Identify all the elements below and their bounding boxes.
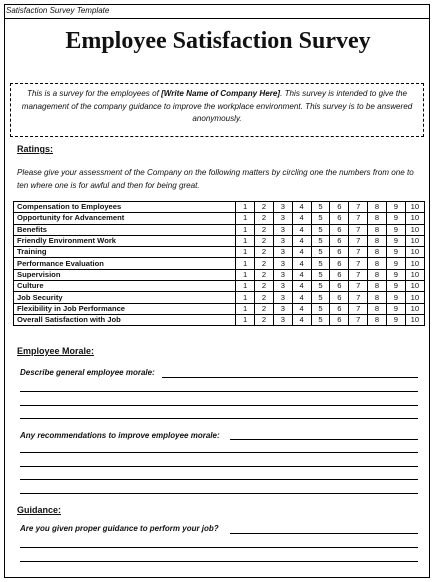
rating-item-label: Overall Satisfaction with Job — [14, 314, 236, 325]
rating-item-label: Training — [14, 247, 236, 258]
rating-option[interactable]: 5 — [311, 314, 330, 325]
page-title: Employee Satisfaction Survey — [65, 28, 371, 54]
rating-option[interactable]: 9 — [386, 292, 405, 303]
answer-line[interactable] — [20, 493, 418, 494]
answer-line[interactable] — [20, 466, 418, 467]
rating-option[interactable]: 3 — [273, 202, 292, 213]
rating-option[interactable]: 3 — [273, 224, 292, 235]
rating-option[interactable]: 6 — [330, 303, 349, 314]
rating-option[interactable]: 9 — [386, 202, 405, 213]
rating-option[interactable]: 4 — [292, 224, 311, 235]
rating-item-label: Performance Evaluation — [14, 258, 236, 269]
rating-option[interactable]: 8 — [368, 258, 387, 269]
rating-option[interactable]: 5 — [311, 303, 330, 314]
rating-row — [14, 235, 425, 246]
rating-row — [14, 224, 425, 235]
rating-option[interactable]: 7 — [349, 292, 368, 303]
rating-option[interactable]: 1 — [236, 213, 255, 224]
rating-row — [14, 269, 425, 280]
rating-option[interactable]: 9 — [386, 269, 405, 280]
rating-option[interactable]: 2 — [255, 258, 274, 269]
rating-option[interactable]: 7 — [349, 281, 368, 292]
rating-option[interactable]: 6 — [330, 269, 349, 280]
rating-option[interactable]: 4 — [292, 202, 311, 213]
rating-option[interactable]: 3 — [273, 213, 292, 224]
rating-option[interactable]: 1 — [236, 303, 255, 314]
rating-option[interactable]: 1 — [236, 202, 255, 213]
rating-option[interactable]: 2 — [255, 292, 274, 303]
rating-option[interactable]: 9 — [386, 258, 405, 269]
rating-option[interactable]: 3 — [273, 247, 292, 258]
rating-option[interactable]: 4 — [292, 314, 311, 325]
rating-option[interactable]: 7 — [349, 247, 368, 258]
rating-option[interactable]: 7 — [349, 303, 368, 314]
rating-option[interactable]: 7 — [349, 224, 368, 235]
ratings-instructions: Please give your assessment of the Company on the following matters by circling one the numbers from one to ten where one is for awful and then for being great. — [17, 168, 414, 190]
rating-option[interactable]: 2 — [255, 213, 274, 224]
rating-option[interactable]: 8 — [368, 224, 387, 235]
rating-row — [14, 292, 425, 303]
rating-option[interactable]: 6 — [330, 202, 349, 213]
rating-option[interactable]: 6 — [330, 247, 349, 258]
rating-option[interactable]: 10 — [405, 213, 424, 224]
rating-option[interactable]: 5 — [311, 202, 330, 213]
rating-row — [14, 202, 425, 213]
rating-option[interactable]: 5 — [311, 247, 330, 258]
rating-option[interactable]: 8 — [368, 269, 387, 280]
rating-item-label: Flexibility in Job Performance — [14, 303, 236, 314]
rating-option[interactable]: 8 — [368, 292, 387, 303]
rating-option[interactable]: 10 — [405, 269, 424, 280]
rating-option[interactable]: 2 — [255, 224, 274, 235]
rating-option[interactable]: 1 — [236, 314, 255, 325]
rating-option[interactable]: 7 — [349, 314, 368, 325]
rating-option[interactable]: 4 — [292, 213, 311, 224]
rating-option[interactable]: 6 — [330, 213, 349, 224]
rating-option[interactable]: 2 — [255, 281, 274, 292]
intro-text-start: This is a survey for the employees of — [27, 89, 162, 98]
rating-option[interactable]: 10 — [405, 247, 424, 258]
guidance-heading: Guidance: — [17, 505, 62, 515]
rating-row — [14, 247, 425, 258]
rating-option[interactable]: 6 — [330, 314, 349, 325]
rating-option[interactable]: 5 — [311, 224, 330, 235]
rating-option[interactable]: 4 — [292, 281, 311, 292]
rating-option[interactable]: 5 — [311, 269, 330, 280]
rating-option[interactable]: 6 — [330, 235, 349, 246]
rating-option[interactable]: 1 — [236, 235, 255, 246]
rating-option[interactable]: 6 — [330, 292, 349, 303]
rating-option[interactable]: 6 — [330, 281, 349, 292]
intro-text-end: . This survey is intended to give the management of the company guidance to improve the workplace environment. This survey is to be answered anonymously. — [21, 89, 413, 123]
rating-option[interactable]: 3 — [273, 303, 292, 314]
rating-option[interactable]: 4 — [292, 269, 311, 280]
rating-option[interactable]: 2 — [255, 269, 274, 280]
rating-option[interactable]: 1 — [236, 281, 255, 292]
rating-option[interactable]: 4 — [292, 303, 311, 314]
rating-option[interactable]: 10 — [405, 303, 424, 314]
ratings-heading: Ratings: — [17, 144, 53, 154]
morale-question-1: Describe general employee morale: — [20, 368, 155, 377]
rating-option[interactable]: 2 — [255, 202, 274, 213]
rating-option[interactable]: 5 — [311, 281, 330, 292]
rating-option[interactable]: 10 — [405, 202, 424, 213]
rating-option[interactable]: 10 — [405, 224, 424, 235]
rating-option[interactable]: 7 — [349, 213, 368, 224]
answer-line[interactable] — [20, 479, 418, 480]
rating-option[interactable]: 7 — [349, 258, 368, 269]
rating-option[interactable]: 2 — [255, 314, 274, 325]
rating-option[interactable]: 1 — [236, 224, 255, 235]
rating-option[interactable]: 4 — [292, 247, 311, 258]
rating-option[interactable]: 9 — [386, 247, 405, 258]
rating-item-label: Supervision — [14, 269, 236, 280]
answer-line[interactable] — [230, 439, 418, 440]
rating-option[interactable]: 4 — [292, 292, 311, 303]
rating-option[interactable]: 8 — [368, 303, 387, 314]
rating-option[interactable]: 5 — [311, 213, 330, 224]
answer-line[interactable] — [162, 377, 418, 378]
rating-option[interactable]: 10 — [405, 314, 424, 325]
rating-item-label: Opportunity for Advancement — [14, 213, 236, 224]
answer-line[interactable] — [20, 391, 418, 392]
rating-option[interactable]: 4 — [292, 258, 311, 269]
answer-line[interactable] — [20, 405, 418, 406]
rating-option[interactable]: 10 — [405, 258, 424, 269]
ratings-table — [13, 201, 425, 326]
rating-option[interactable]: 8 — [368, 281, 387, 292]
rating-option[interactable]: 7 — [349, 202, 368, 213]
template-label: Satisfaction Survey Template — [6, 6, 110, 15]
rating-option[interactable]: 3 — [273, 258, 292, 269]
rating-option[interactable]: 8 — [368, 247, 387, 258]
rating-option[interactable]: 9 — [386, 281, 405, 292]
rating-option[interactable]: 1 — [236, 247, 255, 258]
rating-option[interactable]: 5 — [311, 235, 330, 246]
rating-option[interactable]: 1 — [236, 269, 255, 280]
company-name-placeholder: [Write Name of Company Here] — [161, 89, 281, 98]
header-divider — [4, 18, 430, 19]
rating-option[interactable]: 8 — [368, 314, 387, 325]
rating-item-label: Culture — [14, 281, 236, 292]
answer-line[interactable] — [20, 561, 418, 562]
rating-option[interactable]: 6 — [330, 258, 349, 269]
rating-row — [14, 314, 425, 325]
rating-item-label: Job Security — [14, 292, 236, 303]
rating-option[interactable]: 9 — [386, 213, 405, 224]
rating-option[interactable]: 9 — [386, 224, 405, 235]
rating-option[interactable]: 3 — [273, 269, 292, 280]
rating-option[interactable]: 10 — [405, 281, 424, 292]
rating-option[interactable]: 9 — [386, 314, 405, 325]
rating-option[interactable]: 8 — [368, 213, 387, 224]
intro-box — [10, 83, 424, 137]
rating-option[interactable]: 5 — [311, 292, 330, 303]
rating-option[interactable]: 5 — [311, 258, 330, 269]
rating-item-label: Friendly Environment Work — [14, 235, 236, 246]
rating-option[interactable]: 3 — [273, 314, 292, 325]
rating-row — [14, 213, 425, 224]
rating-option[interactable]: 10 — [405, 292, 424, 303]
rating-option[interactable]: 6 — [330, 224, 349, 235]
rating-option[interactable]: 2 — [255, 247, 274, 258]
rating-option[interactable]: 2 — [255, 235, 274, 246]
rating-option[interactable]: 10 — [405, 235, 424, 246]
rating-option[interactable]: 9 — [386, 303, 405, 314]
answer-line[interactable] — [20, 547, 418, 548]
rating-row — [14, 258, 425, 269]
rating-row — [14, 281, 425, 292]
rating-option[interactable]: 8 — [368, 235, 387, 246]
rating-option[interactable]: 3 — [273, 235, 292, 246]
answer-line[interactable] — [20, 452, 418, 453]
rating-option[interactable]: 1 — [236, 292, 255, 303]
rating-item-label: Compensation to Employees — [14, 202, 236, 213]
rating-row — [14, 303, 425, 314]
rating-option[interactable]: 8 — [368, 202, 387, 213]
rating-option[interactable]: 9 — [386, 235, 405, 246]
rating-option[interactable]: 1 — [236, 258, 255, 269]
answer-line[interactable] — [20, 418, 418, 419]
guidance-question-1: Are you given proper guidance to perform your job? — [20, 524, 219, 533]
morale-heading: Employee Morale: — [17, 346, 95, 356]
rating-option[interactable]: 3 — [273, 281, 292, 292]
rating-option[interactable]: 3 — [273, 292, 292, 303]
rating-option[interactable]: 4 — [292, 235, 311, 246]
answer-line[interactable] — [230, 533, 418, 534]
morale-question-2: Any recommendations to improve employee morale: — [20, 431, 220, 440]
rating-option[interactable]: 7 — [349, 235, 368, 246]
rating-option[interactable]: 7 — [349, 269, 368, 280]
rating-item-label: Benefits — [14, 224, 236, 235]
rating-option[interactable]: 2 — [255, 303, 274, 314]
